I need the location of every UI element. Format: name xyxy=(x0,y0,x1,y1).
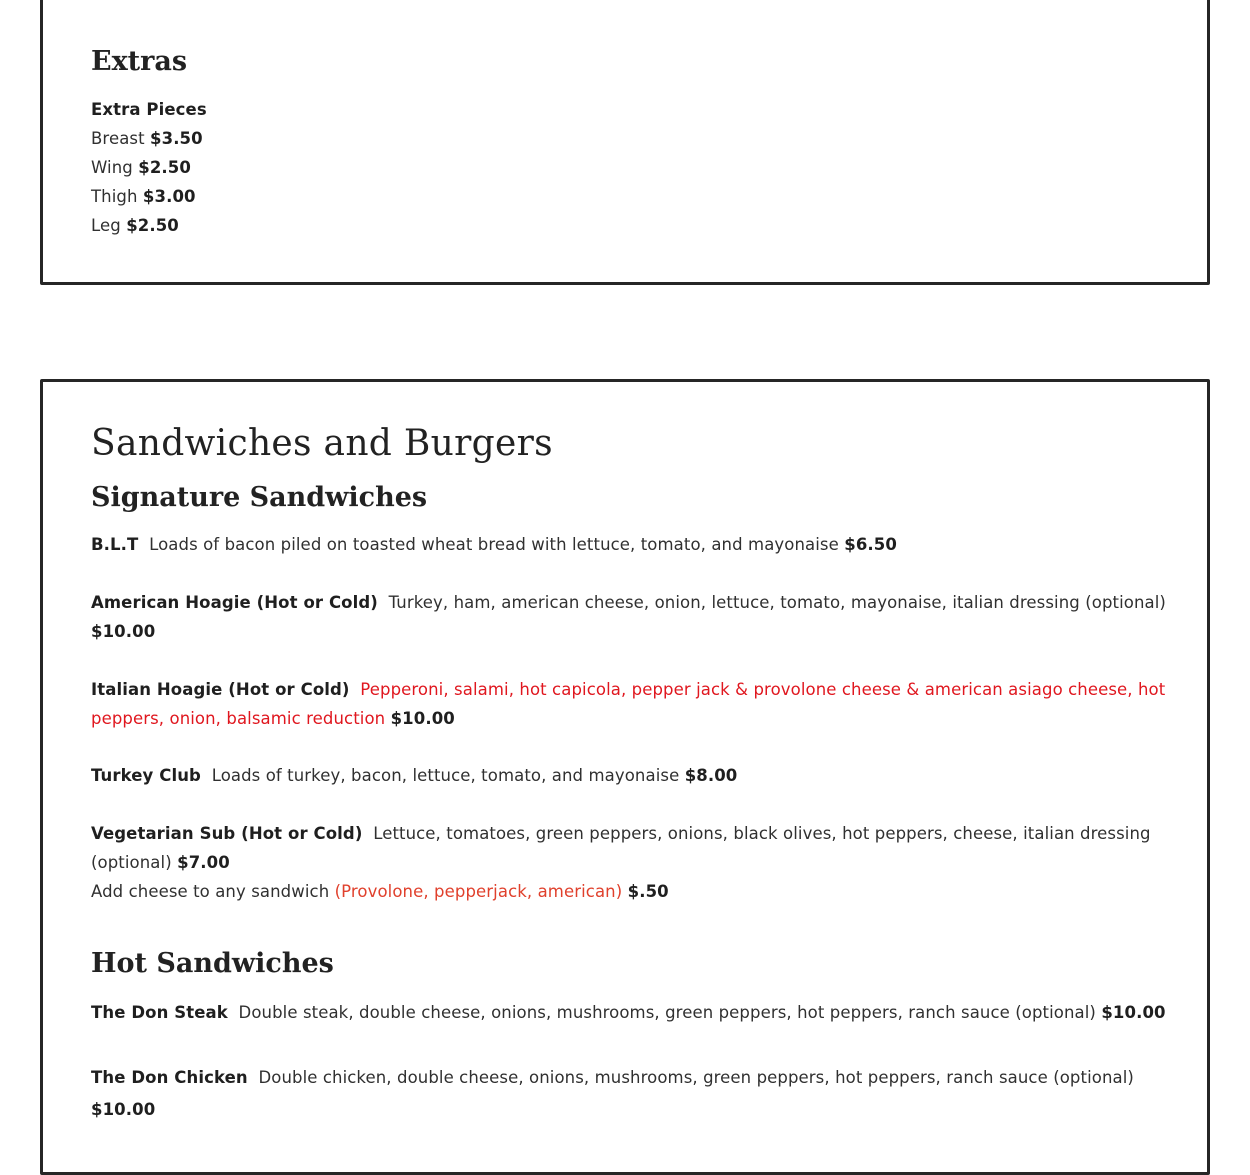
item-name: The Don Steak xyxy=(91,1003,228,1022)
item-name: B.L.T xyxy=(91,535,139,554)
item-desc: Loads of bacon piled on toasted wheat bread with lettuce, tomato, and mayonaise xyxy=(149,535,839,554)
item-desc: Turkey, ham, american cheese, onion, lettuce, tomato, mayonaise, italian dressing (optional) xyxy=(388,593,1166,612)
menu-item-turkey-club xyxy=(91,761,737,790)
item-desc: Double chicken, double cheese, onions, mushrooms, green peppers, hot peppers, ranch sauce (optional) xyxy=(258,1068,1134,1087)
menu-item-vegetarian-sub xyxy=(91,819,1151,877)
extras-item-breast: Breast $3.50 xyxy=(91,129,203,148)
menu-item-italian-hoagie xyxy=(91,675,1165,733)
item-price: $10.00 xyxy=(390,709,455,728)
sandwiches-heading: Sandwiches and Burgers xyxy=(91,423,553,464)
item-desc: Lettuce, tomatoes, green peppers, onions, black olives, hot peppers, cheese, italian dressing xyxy=(373,824,1151,843)
extras-heading: Extras xyxy=(91,46,188,77)
item-price: $8.00 xyxy=(684,766,738,785)
item-desc: Double steak, double cheese, onions, mushrooms, green peppers, hot peppers, ranch sauce (optional) xyxy=(238,1003,1096,1022)
item-name: Italian Hoagie (Hot or Cold) xyxy=(91,680,350,699)
menu-item-american-hoagie xyxy=(91,588,1166,646)
menu-item-blt xyxy=(91,530,897,559)
item-price: $6.50 xyxy=(844,535,897,554)
item-name: American Hoagie (Hot or Cold) xyxy=(91,593,378,612)
item-price: $10.00 xyxy=(1101,1003,1166,1022)
item-price: $.50 xyxy=(627,882,669,901)
menu-item-don-chicken xyxy=(91,1063,1134,1092)
item-price: $10.00 xyxy=(91,1100,156,1119)
item-name: Vegetarian Sub (Hot or Cold) xyxy=(91,824,363,843)
item-price: $7.00 xyxy=(177,853,230,872)
item-desc: Loads of turkey, bacon, lettuce, tomato, and mayonaise xyxy=(211,766,680,785)
item-desc-cont: peppers, onion, balsamic reduction xyxy=(91,709,386,728)
extras-item-thigh: Thigh $3.00 xyxy=(91,187,196,206)
menu-item-don-steak xyxy=(91,998,1166,1027)
extras-item-leg: Leg $2.50 xyxy=(91,216,179,235)
cheese-options: (Provolone, pepperjack, american) xyxy=(334,882,623,901)
signature-heading: Signature Sandwiches xyxy=(91,482,428,513)
extras-section xyxy=(40,0,1210,285)
item-name: The Don Chicken xyxy=(91,1068,248,1087)
item-desc-cont: (optional) xyxy=(91,853,172,872)
item-price: $10.00 xyxy=(91,622,156,641)
extras-item-wing: Wing $2.50 xyxy=(91,158,191,177)
item-name: Turkey Club xyxy=(91,766,201,785)
extras-subheading: Extra Pieces xyxy=(91,100,207,119)
menu-item-don-chicken-price xyxy=(91,1095,155,1124)
add-cheese-note: Add cheese to any sandwich (Provolone, pepperjack, american) $.50 xyxy=(91,882,669,901)
hot-sandwiches-heading: Hot Sandwiches xyxy=(91,948,334,979)
item-desc: Pepperoni, salami, hot capicola, pepper jack & provolone cheese & american asiago cheese, hot xyxy=(360,680,1166,699)
